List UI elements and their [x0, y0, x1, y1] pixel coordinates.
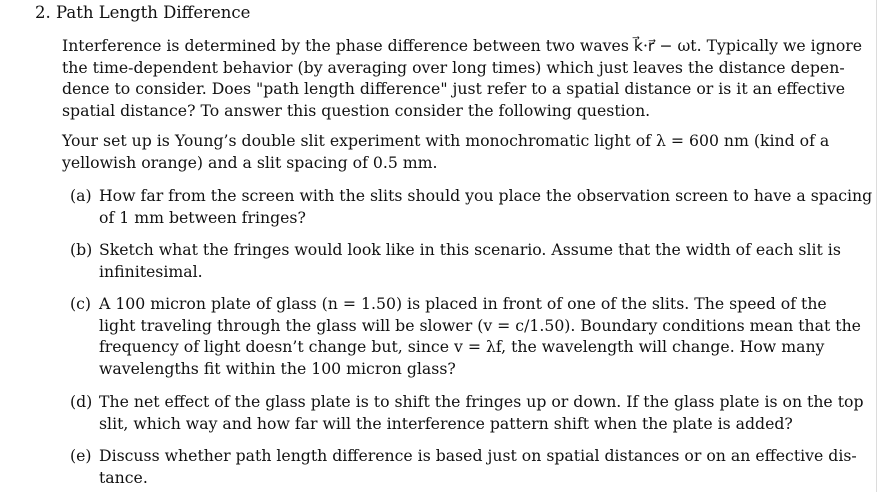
intro-line: dence to consider. Does "path length difference" just refer to a spatial distance or is it an effective [62, 79, 846, 99]
intro-line: the time-dependent behavior (by averaging over long times) which just leaves the distance depen- [62, 57, 845, 77]
setup-line: Your set up is Young’s double slit experiment with monochromatic light of λ = 600 nm (kind of a [62, 131, 830, 150]
question-line: The net effect of the glass plate is to shift the fringes up or down. If the glass plate is on the top [99, 392, 864, 411]
question-b [70, 239, 841, 282]
question-line: Discuss whether path length difference is based just on spatial distances or on an effective dis- [99, 446, 857, 465]
question-line: frequency of light doesn’t change but, since v = λf, the wavelength will change. How many [99, 337, 825, 357]
question-label: (e) [70, 446, 92, 465]
question-line: A 100 micron plate of glass (n = 1.50) is placed in front of one of the slits. The speed of the [99, 294, 827, 313]
setup-paragraph [62, 130, 830, 173]
question-c [70, 293, 861, 379]
question-line: How far from the screen with the slits should you place the observation screen to have a spacing [99, 186, 873, 205]
section-title: Path Length Difference [56, 3, 251, 22]
intro-paragraph [62, 35, 863, 121]
question-e [70, 445, 857, 488]
section-number: 2. [35, 3, 51, 22]
question-line: Sketch what the fringes would look like in this scenario. Assume that the width of each slit is [99, 240, 841, 259]
question-line: wavelengths fit within the 100 micron glass? [99, 358, 456, 378]
question-line: light traveling through the glass will be slower (v = c/1.50). Boundary conditions mean that the [99, 315, 861, 335]
question-label: (b) [70, 240, 93, 259]
section-heading [35, 2, 250, 23]
question-label: (d) [70, 392, 93, 411]
question-line: of 1 mm between fringes? [99, 207, 306, 227]
question-label: (c) [70, 294, 92, 313]
page-edge-divider [876, 0, 877, 492]
question-label: (a) [70, 186, 92, 205]
intro-line: Interference is determined by the phase difference between two waves k⃗·r⃗ − ωt. Typically we ignore [62, 36, 863, 55]
question-line: tance. [99, 467, 148, 487]
setup-line: yellowish orange) and a slit spacing of 0.5 mm. [62, 152, 438, 172]
question-a [70, 185, 873, 228]
question-line: slit, which way and how far will the interference pattern shift when the plate is added? [99, 413, 793, 433]
question-d [70, 391, 864, 434]
question-line: infinitesimal. [99, 261, 203, 281]
intro-line: spatial distance? To answer this question consider the following question. [62, 100, 651, 120]
